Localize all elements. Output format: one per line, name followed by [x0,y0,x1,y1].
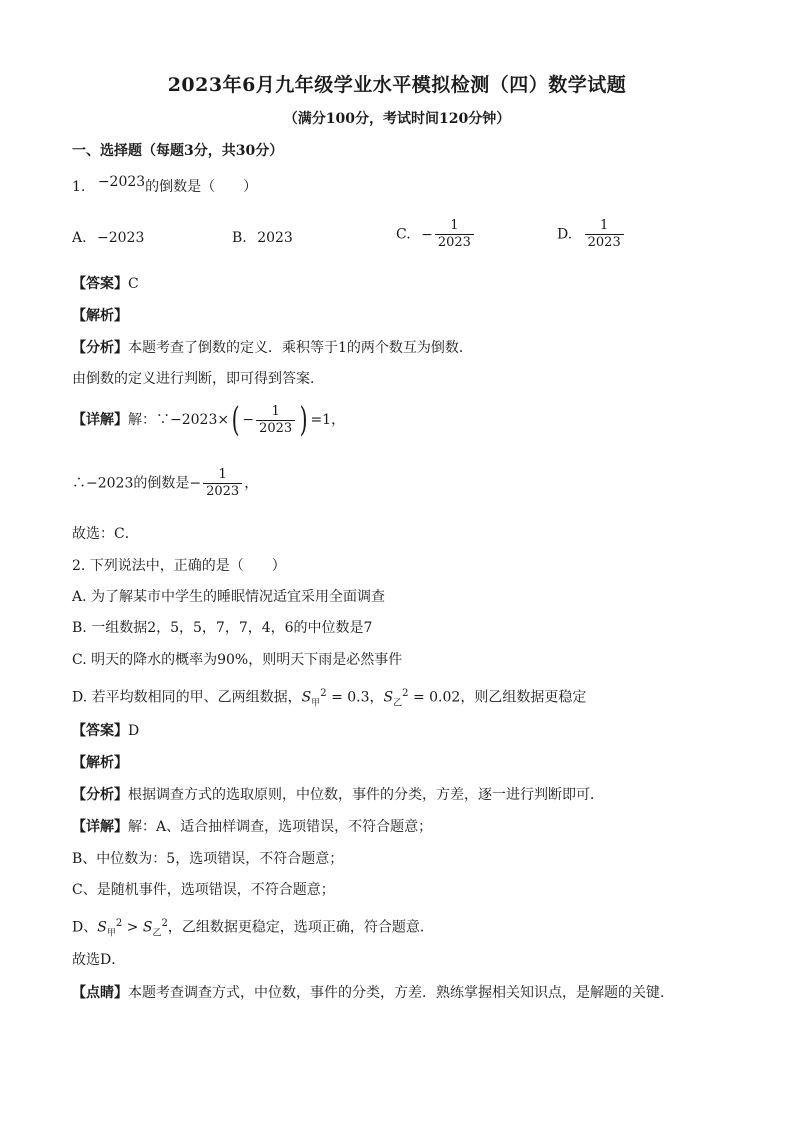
fraction: $\frac{1}{2023}$ [435,218,474,251]
q2-detail-b: B、中位数为：5，选项错误，不符合题意； [72,851,344,867]
q1-option-b: B. 2023 [232,230,293,246]
question-number: 1. [72,179,86,195]
stem-text: 的倒数是（ ） [145,179,258,195]
section-heading: 一、选择题（每题3分，共30分） [72,143,284,159]
q2-analysis-tag: 【解析】 [72,755,128,771]
q2-detail: 【详解】解：A、适合抽样调查，选项错误，不符合题意； [72,819,433,835]
q2-detail-d: D、$S_甲^2 > S_乙^2$，乙组数据更稳定，选项正确，符合题意． [72,918,434,939]
q1-detail: 【详解】解：∵−2023×( − $\frac{1}{2023}$ ) =1， [72,400,346,440]
q2-detail-c: C、是随机事件，选项错误，不符合题意； [72,882,335,898]
q1-conclusion: 故选：C． [72,526,139,542]
q2-dianjing: 【点睛】本题考查调查方式，中位数，事件的分类，方差．熟练掌握相关知识点，是解题的关键． [72,985,674,1001]
question-1-stem [72,174,258,197]
q1-answer: 【答案】C [72,276,139,292]
question-2-stem: 2. 下列说法中，正确的是（ ） [72,558,286,574]
q1-analysis-tag: 【解析】 [72,308,128,324]
page-subtitle: （满分100分，考试时间120分钟） [283,111,511,127]
q2-option-b: B. 一组数据2，5，5，7，7，4，6的中位数是7 [72,620,373,636]
q2-conclusion: 故选D． [72,952,126,968]
q2-option-c: C. 明天的降水的概率为90%，则明天下雨是必然事件 [72,652,403,668]
q1-option-c: C. − $\frac{1}{2023}$ [396,218,476,251]
q2-answer: 【答案】D [72,723,140,739]
q2-option-a: A. 为了解某市中学生的睡眠情况适宜采用全面调查 [72,589,386,605]
q1-fenxi-2: 由倒数的定义进行判断，即可得到答案． [72,371,324,387]
q1-option-d: D. $\frac{1}{2023}$ [557,218,626,251]
fraction: $\frac{1}{2023}$ [585,218,624,251]
q1-option-a: A. −2023 [72,230,145,246]
fraction: $\frac{1}{2023}$ [256,404,295,437]
stem-value: −2023 [97,174,146,190]
q2-option-d: D. 若平均数相同的甲、乙两组数据，$S_甲^2 = 0.3$，$S_乙^2 = 0.02$，则乙组数据更稳定 [72,688,587,709]
fraction: $\frac{1}{2023}$ [203,467,242,500]
q2-fenxi: 【分析】根据调查方式的选取原则，中位数，事件的分类，方差，逐一进行判断即可． [72,787,604,803]
page-title: 2023年6月九年级学业水平模拟检测（四）数学试题 [167,74,627,96]
q1-therefore: ∴−2023的倒数是− $\frac{1}{2023}$ ， [72,467,259,499]
q1-fenxi: 【分析】本题考查了倒数的定义．乘积等于1的两个数互为倒数． [72,340,473,356]
